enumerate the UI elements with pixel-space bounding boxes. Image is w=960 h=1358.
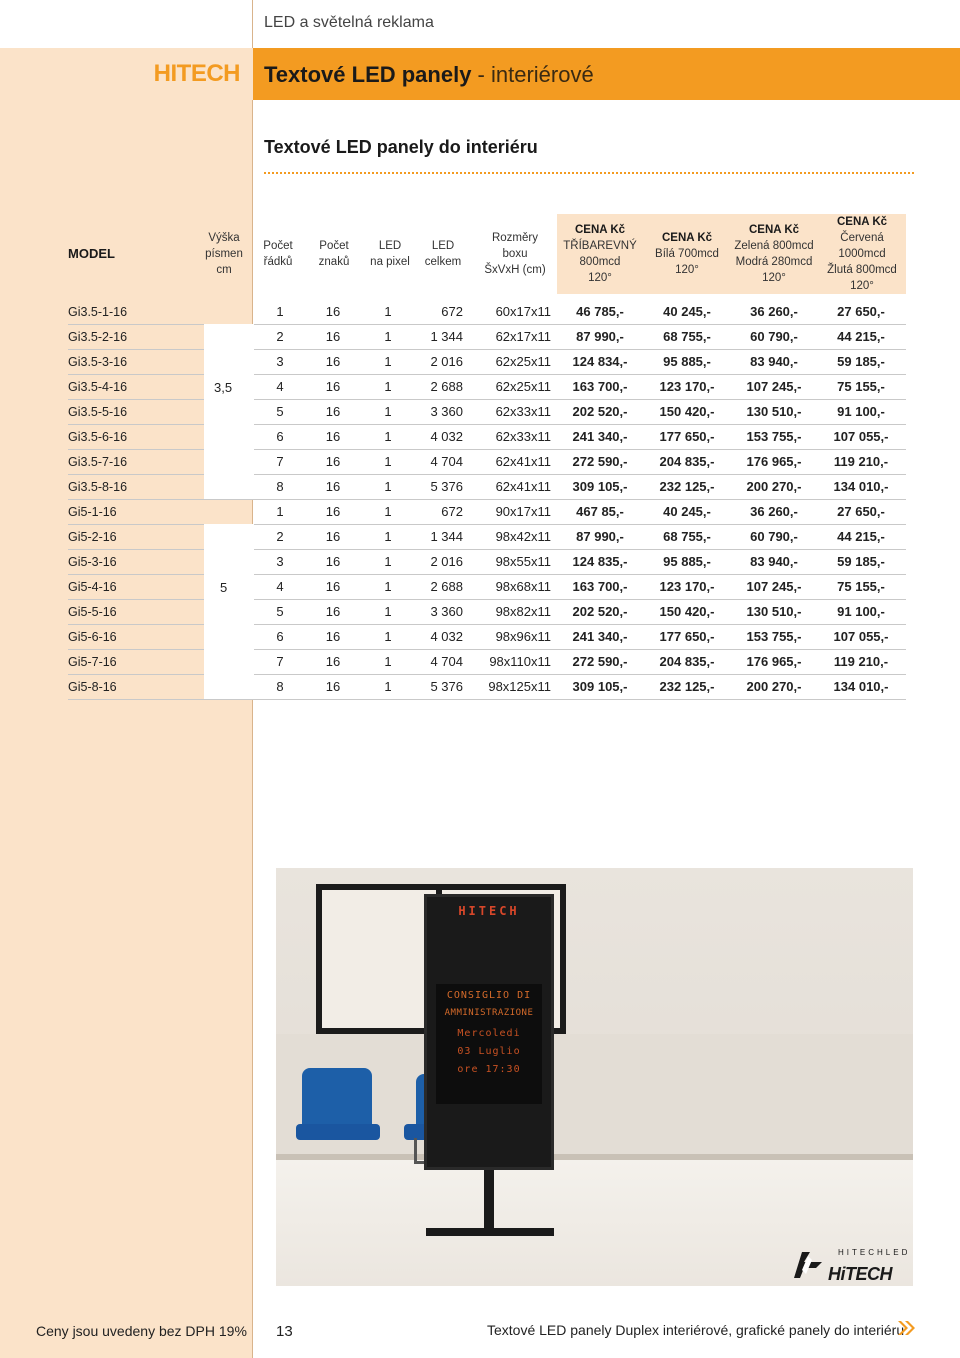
header-rows-line1: Počet xyxy=(263,240,293,252)
header-p1-line3: 800mcd xyxy=(579,256,621,268)
price-red-yellow-cell: 27 650,- xyxy=(837,304,885,319)
header-ledpx-line2: na pixel xyxy=(370,256,410,268)
rows-cell: 2 xyxy=(276,529,284,544)
rows-cell: 6 xyxy=(276,429,284,444)
price-tricolor-cell: 124 835,- xyxy=(572,554,628,569)
table-row xyxy=(68,300,906,325)
price-white-cell: 204 835,- xyxy=(659,654,715,669)
box-size-cell: 60x17x11 xyxy=(495,304,551,319)
table-row xyxy=(68,575,906,600)
box-size-cell: 62x25x11 xyxy=(495,354,551,369)
header-led-pixel xyxy=(368,214,412,294)
chars-cell: 16 xyxy=(325,479,341,494)
price-red-yellow-cell: 134 010,- xyxy=(833,679,889,694)
left-strip-top xyxy=(0,0,253,48)
box-size-cell: 62x25x11 xyxy=(495,379,551,394)
price-white-cell: 177 650,- xyxy=(659,629,715,644)
model-cell: Gi5-1-16 xyxy=(68,505,117,519)
model-cell: Gi3.5-3-16 xyxy=(68,355,128,369)
chars-cell: 16 xyxy=(325,529,341,544)
header-size-line3: ŠxVxH (cm) xyxy=(484,264,546,276)
price-tricolor-cell: 87 990,- xyxy=(576,329,624,344)
price-tricolor-cell: 309 105,- xyxy=(572,679,628,694)
rows-cell: 1 xyxy=(276,504,284,519)
price-red-yellow-cell: 107 055,- xyxy=(833,629,889,644)
rows-cell: 8 xyxy=(276,479,284,494)
led-total-cell: 4 704 xyxy=(430,654,463,669)
rows-cell: 5 xyxy=(276,404,284,419)
led-pixel-cell: 1 xyxy=(384,654,392,669)
table-row xyxy=(68,500,906,525)
rows-cell: 5 xyxy=(276,604,284,619)
price-tricolor-cell: 202 520,- xyxy=(572,404,628,419)
price-white-cell: 95 885,- xyxy=(663,354,711,369)
model-cell: Gi3.5-6-16 xyxy=(68,430,128,444)
header-chars: Počet znaků xyxy=(318,240,350,268)
led-pixel-cell: 1 xyxy=(384,404,392,419)
chars-cell: 16 xyxy=(325,679,341,694)
price-tricolor-cell: 241 340,- xyxy=(572,629,628,644)
price-red-yellow-cell: 75 155,- xyxy=(837,379,885,394)
led-total-cell: 3 360 xyxy=(430,604,463,619)
led-total-cell: 2 016 xyxy=(430,554,463,569)
header-rows xyxy=(258,214,298,294)
merged-cell-cover xyxy=(204,324,254,499)
led-pixel-cell: 1 xyxy=(384,329,392,344)
price-green-blue-cell: 130 510,- xyxy=(746,404,802,419)
led-pixel-cell: 1 xyxy=(384,604,392,619)
photo-led-screen xyxy=(436,984,542,1104)
header-height-line3: cm xyxy=(216,264,232,276)
price-green-blue-cell: 36 260,- xyxy=(750,504,798,519)
chars-cell: 16 xyxy=(325,379,341,394)
price-red-yellow-cell: 119 210,- xyxy=(833,654,889,669)
price-green-blue-cell: 107 245,- xyxy=(746,579,802,594)
page-title-bold: Textové LED panely xyxy=(264,62,472,87)
price-red-yellow-cell: 91 100,- xyxy=(837,404,885,419)
header-p4-line2: Červená 1000mcd xyxy=(838,232,886,260)
model-cell: Gi5-8-16 xyxy=(68,680,117,694)
price-green-blue-cell: 36 260,- xyxy=(750,304,798,319)
table-row xyxy=(68,600,906,625)
footer-next-topic[interactable]: Textové LED panely Duplex interiérové, grafické panely do interiéru xyxy=(487,1322,905,1338)
logo-main-text: HiTECH xyxy=(828,1264,892,1284)
box-size-cell: 62x33x11 xyxy=(495,404,551,419)
photo-panel-post xyxy=(484,1170,494,1230)
table-row xyxy=(68,675,906,700)
model-cell: Gi3.5-4-16 xyxy=(68,380,128,394)
price-white-cell: 68 755,- xyxy=(663,329,711,344)
price-red-yellow-cell: 59 185,- xyxy=(837,354,885,369)
led-total-cell: 3 360 xyxy=(430,404,463,419)
rows-cell: 7 xyxy=(276,454,284,469)
header-model: MODEL xyxy=(68,246,115,261)
photo-led-line-6: ore 17:30 xyxy=(457,1064,521,1075)
header-p3-line3: Modrá 280mcd xyxy=(735,256,813,268)
model-cell: Gi5-3-16 xyxy=(68,555,117,569)
price-green-blue-cell: 83 940,- xyxy=(750,554,798,569)
photo-chair-left-seat xyxy=(296,1124,380,1140)
table-row xyxy=(68,425,906,450)
price-red-yellow-cell: 107 055,- xyxy=(833,429,889,444)
chars-cell: 16 xyxy=(325,629,341,644)
price-white-cell: 150 420,- xyxy=(659,604,715,619)
price-white-cell: 204 835,- xyxy=(659,454,715,469)
table-row xyxy=(68,550,906,575)
price-red-yellow-cell: 44 215,- xyxy=(837,529,885,544)
price-red-yellow-cell: 91 100,- xyxy=(837,604,885,619)
rows-cell: 4 xyxy=(276,579,284,594)
chars-cell: 16 xyxy=(325,604,341,619)
led-total-cell: 2 688 xyxy=(430,379,463,394)
header-p4-line4: 120° xyxy=(850,280,874,292)
section-rule xyxy=(264,172,914,174)
led-total-cell: 4 032 xyxy=(430,429,463,444)
brand-logo-text: HITECH xyxy=(153,60,240,87)
photo-led-line-1: HITECH xyxy=(458,904,520,918)
header-p3-line2: Zelená 800mcd xyxy=(734,240,814,252)
rows-cell: 6 xyxy=(276,629,284,644)
price-white-cell: 40 245,- xyxy=(663,304,711,319)
header-led-total xyxy=(420,214,466,294)
chars-cell: 16 xyxy=(325,404,341,419)
hitech-star-icon xyxy=(790,1248,826,1280)
photo-led-line-2: CONSIGLIO DI xyxy=(446,990,532,1001)
category-label: LED a světelná reklama xyxy=(264,14,434,31)
header-price-red-yellow xyxy=(818,214,906,294)
header-p3-line4: 120° xyxy=(762,272,786,284)
price-red-yellow-cell: 44 215,- xyxy=(837,329,885,344)
led-pixel-cell: 1 xyxy=(384,504,392,519)
led-total-cell: 672 xyxy=(441,304,463,319)
rows-cell: 1 xyxy=(276,304,284,319)
rows-cell: 2 xyxy=(276,329,284,344)
model-cell: Gi5-2-16 xyxy=(68,530,117,544)
price-green-blue-cell: 200 270,- xyxy=(746,679,802,694)
led-pixel-cell: 1 xyxy=(384,529,392,544)
price-green-blue-cell: 83 940,- xyxy=(750,354,798,369)
price-green-blue-cell: 200 270,- xyxy=(746,479,802,494)
letter-height-group-2: 5 xyxy=(220,579,228,595)
chars-cell: 16 xyxy=(325,454,341,469)
model-cell: Gi5-7-16 xyxy=(68,655,117,669)
led-total-cell: 2 688 xyxy=(430,579,463,594)
led-total-cell: 4 032 xyxy=(430,629,463,644)
led-total-cell: 1 344 xyxy=(430,329,463,344)
header-p2-line3: 120° xyxy=(675,264,699,276)
chars-cell: 16 xyxy=(325,579,341,594)
header-p1-line4: 120° xyxy=(588,272,612,284)
header-ledtot-line1: LED xyxy=(431,240,455,252)
price-tricolor-cell: 241 340,- xyxy=(572,429,628,444)
header-p4-line3: Žlutá 800mcd xyxy=(827,264,897,276)
section-title: Textové LED panely do interiéru xyxy=(264,137,538,157)
price-white-cell: 123 170,- xyxy=(659,579,715,594)
price-red-yellow-cell: 119 210,- xyxy=(833,454,889,469)
model-cell: Gi3.5-5-16 xyxy=(68,405,128,419)
header-size-line1: Rozměry xyxy=(491,232,538,244)
price-white-cell: 40 245,- xyxy=(663,504,711,519)
rows-cell: 8 xyxy=(276,679,284,694)
price-tricolor-cell: 467 85,- xyxy=(576,504,624,519)
chars-cell: 16 xyxy=(325,504,341,519)
box-size-cell: 98x68x11 xyxy=(495,579,551,594)
price-red-yellow-cell: 59 185,- xyxy=(837,554,885,569)
photo-led-line-4: Mercoledi xyxy=(457,1028,521,1039)
photo-led-line-5: 03 Luglio xyxy=(457,1046,521,1057)
led-pixel-cell: 1 xyxy=(384,429,392,444)
led-pixel-cell: 1 xyxy=(384,379,392,394)
header-p1-line1: CENA Kč xyxy=(574,224,626,236)
model-cell: Gi5-5-16 xyxy=(68,605,117,619)
price-white-cell: 232 125,- xyxy=(659,479,715,494)
header-ledpx-line1: LED xyxy=(378,240,402,252)
model-cell: Gi3.5-2-16 xyxy=(68,330,128,344)
led-pixel-cell: 1 xyxy=(384,679,392,694)
page-title-rest: - interiérové xyxy=(471,62,594,87)
led-total-cell: 672 xyxy=(441,504,463,519)
footer-vat-note: Ceny jsou uvedeny bez DPH 19% xyxy=(36,1323,247,1339)
box-size-cell: 62x41x11 xyxy=(495,454,551,469)
box-size-cell: 62x41x11 xyxy=(495,479,551,494)
rows-cell: 3 xyxy=(276,354,284,369)
price-white-cell: 150 420,- xyxy=(659,404,715,419)
photo-led-line-3: AMMINISTRAZIONE xyxy=(444,1008,534,1018)
header-p4-line1: CENA Kč xyxy=(836,216,888,228)
photo-chair-left-back xyxy=(302,1068,372,1130)
price-red-yellow-cell: 27 650,- xyxy=(837,504,885,519)
rows-cell: 7 xyxy=(276,654,284,669)
table-row xyxy=(68,525,906,550)
model-cell: Gi3.5-8-16 xyxy=(68,480,128,494)
led-total-cell: 4 704 xyxy=(430,454,463,469)
price-tricolor-cell: 202 520,- xyxy=(572,604,628,619)
header-height xyxy=(198,214,250,294)
price-white-cell: 95 885,- xyxy=(663,554,711,569)
led-pixel-cell: 1 xyxy=(384,579,392,594)
led-total-cell: 5 376 xyxy=(430,679,463,694)
chars-cell: 16 xyxy=(325,304,341,319)
price-green-blue-cell: 60 790,- xyxy=(750,529,798,544)
price-white-cell: 232 125,- xyxy=(659,679,715,694)
header-p3-line1: CENA Kč xyxy=(748,224,800,236)
page-title xyxy=(264,62,594,88)
price-tricolor-cell: 163 700,- xyxy=(572,379,628,394)
model-cell: Gi5-4-16 xyxy=(68,580,117,594)
led-pixel-cell: 1 xyxy=(384,479,392,494)
table-row xyxy=(68,650,906,675)
price-green-blue-cell: 130 510,- xyxy=(746,604,802,619)
chars-cell: 16 xyxy=(325,429,341,444)
table-row xyxy=(68,475,906,500)
rows-cell: 3 xyxy=(276,554,284,569)
merged-cell-cover xyxy=(204,524,254,699)
price-green-blue-cell: 176 965,- xyxy=(746,654,802,669)
table-row xyxy=(68,450,906,475)
led-pixel-cell: 1 xyxy=(384,304,392,319)
price-tricolor-cell: 272 590,- xyxy=(572,654,628,669)
header-size-line2: boxu xyxy=(502,248,528,260)
header-price-tricolor xyxy=(557,214,643,294)
box-size-cell: 98x55x11 xyxy=(495,554,551,569)
logo-small-text: HITECHLED xyxy=(838,1248,911,1257)
header-price-white xyxy=(644,214,730,294)
table-row xyxy=(68,350,906,375)
price-white-cell: 68 755,- xyxy=(663,529,711,544)
led-total-cell: 5 376 xyxy=(430,479,463,494)
price-tricolor-cell: 87 990,- xyxy=(576,529,624,544)
header-box-size xyxy=(480,214,550,294)
led-pixel-cell: 1 xyxy=(384,354,392,369)
box-size-cell: 98x110x11 xyxy=(489,654,551,669)
product-photo xyxy=(276,868,913,1286)
box-size-cell: 62x17x11 xyxy=(495,329,551,344)
header-price-green-blue xyxy=(731,214,817,294)
header-p1-line2: TŘÍBAREVNÝ xyxy=(563,240,637,252)
price-tricolor-cell: 272 590,- xyxy=(572,454,628,469)
table-row xyxy=(68,400,906,425)
header-p2-line1: CENA Kč xyxy=(661,232,713,244)
header-rows-line2: řádků xyxy=(263,256,293,268)
price-white-cell: 177 650,- xyxy=(659,429,715,444)
box-size-cell: 98x42x11 xyxy=(495,529,551,544)
chars-cell: 16 xyxy=(325,554,341,569)
model-cell: Gi3.5-1-16 xyxy=(68,305,128,319)
model-cell: Gi3.5-7-16 xyxy=(68,455,128,469)
photo-panel-base xyxy=(426,1228,554,1236)
price-green-blue-cell: 176 965,- xyxy=(746,454,802,469)
rows-cell: 4 xyxy=(276,379,284,394)
chars-cell: 16 xyxy=(325,354,341,369)
price-green-blue-cell: 107 245,- xyxy=(746,379,802,394)
price-green-blue-cell: 153 755,- xyxy=(746,429,802,444)
table-row xyxy=(68,625,906,650)
price-white-cell: 123 170,- xyxy=(659,379,715,394)
letter-height-group-1: 3,5 xyxy=(214,379,233,395)
price-green-blue-cell: 153 755,- xyxy=(746,629,802,644)
model-cell: Gi5-6-16 xyxy=(68,630,117,644)
price-red-yellow-cell: 75 155,- xyxy=(837,579,885,594)
led-pixel-cell: 1 xyxy=(384,629,392,644)
header-height-line2: písmen xyxy=(205,248,243,260)
header-p2-line2: Bílá 700mcd xyxy=(655,248,719,260)
led-total-cell: 2 016 xyxy=(430,354,463,369)
price-tricolor-cell: 309 105,- xyxy=(572,479,628,494)
led-pixel-cell: 1 xyxy=(384,554,392,569)
table-row xyxy=(68,325,906,350)
header-height-line1: Výška xyxy=(208,232,240,244)
price-green-blue-cell: 60 790,- xyxy=(750,329,798,344)
price-tricolor-cell: 163 700,- xyxy=(572,579,628,594)
box-size-cell: 90x17x11 xyxy=(495,504,551,519)
box-size-cell: 98x96x11 xyxy=(495,629,551,644)
box-size-cell: 98x125x11 xyxy=(488,679,551,694)
price-red-yellow-cell: 134 010,- xyxy=(833,479,889,494)
price-tricolor-cell: 124 834,- xyxy=(572,354,628,369)
price-tricolor-cell: 46 785,- xyxy=(576,304,624,319)
led-total-cell: 1 344 xyxy=(430,529,463,544)
box-size-cell: 98x82x11 xyxy=(495,604,551,619)
double-arrow-right-icon[interactable] xyxy=(898,1320,916,1336)
header-ledtot-line2: celkem xyxy=(424,256,462,268)
chars-cell: 16 xyxy=(325,654,341,669)
table-row xyxy=(68,375,906,400)
box-size-cell: 62x33x11 xyxy=(495,429,551,444)
page-number: 13 xyxy=(276,1323,293,1340)
led-pixel-cell: 1 xyxy=(384,454,392,469)
chars-cell: 16 xyxy=(325,329,341,344)
